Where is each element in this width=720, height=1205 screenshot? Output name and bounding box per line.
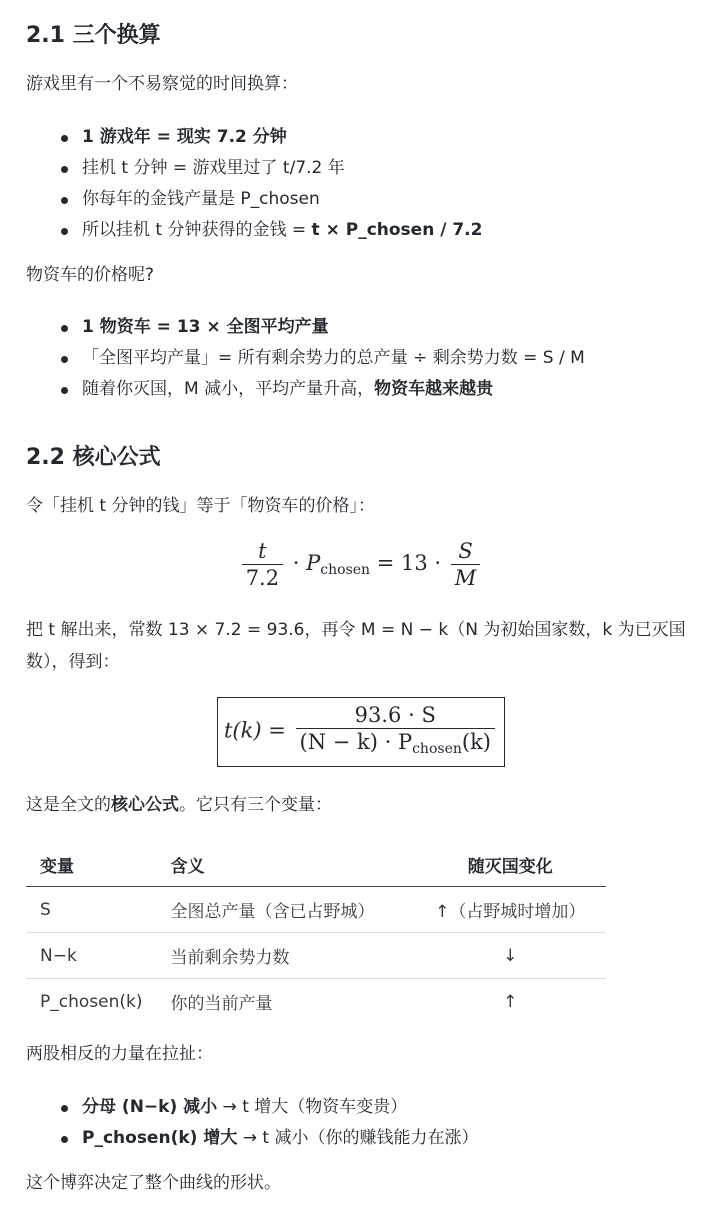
paragraph-question: 物资车的价格呢? xyxy=(26,265,155,285)
section-heading-core-formula: 2.2 核心公式 xyxy=(26,445,161,470)
list-item: 分母 (N−k) 减小 → t 增大（物资车变贵） xyxy=(82,1092,478,1123)
section-heading-conversions: 2.1 三个换算 xyxy=(26,23,161,48)
paragraph-core-note: 这是全文的核心公式。它只有三个变量： xyxy=(26,795,332,815)
fraction-t-over-7-2: $\frac{t}{7.2}$ xyxy=(242,538,283,591)
fraction-core: $\frac{93.6 \cdot S}{(N - k) \cdot P_{chosen}(k)}$ xyxy=(296,702,496,762)
table-cell: 当前剩余势力数 xyxy=(156,933,414,979)
table-row xyxy=(26,979,606,1025)
list-item: 1 物资车 = 13 × 全图平均产量 xyxy=(82,312,585,343)
table-header: 含义 xyxy=(156,842,414,887)
table-header-row xyxy=(26,842,606,887)
paragraph-equation-intro: 令「挂机 t 分钟的钱」等于「物资车的价格」： xyxy=(26,496,375,516)
list-item: 1 游戏年 = 现实 7.2 分钟 xyxy=(82,122,482,153)
paragraph-derivation: 把 t 解出来，常数 13 × 7.2 = 93.6，再令 M = N − k（N 为初始国家数，k 为已灭国数），得到： xyxy=(26,620,686,672)
table-row xyxy=(26,933,606,979)
table-cell: S xyxy=(26,887,156,933)
variables-table xyxy=(26,842,606,1024)
list-item: 随着你灭国，M 减小，平均产量升高，物资车越来越贵 xyxy=(82,374,585,405)
table-cell: 你的当前产量 xyxy=(170,994,273,1014)
table-header: 随灭国变化 xyxy=(414,842,606,887)
list-item: 「全图平均产量」= 所有剩余势力的总产量 ÷ 剩余势力数 = S / M xyxy=(82,343,585,374)
table-cell: P_chosen(k) xyxy=(40,991,143,1012)
table-cell: 全图总产量（含已占野城） xyxy=(156,887,414,933)
bullet-list-truck-price xyxy=(26,312,585,405)
paragraph-forces: 两股相反的力量在拉扯： xyxy=(26,1044,213,1064)
table-header: 变量 xyxy=(26,842,156,887)
paragraph-intro: 游戏里有一个不易察觉的时间换算： xyxy=(26,74,298,94)
formula-core-boxed: t(k) = $\frac{93.6 \cdot S}{(N - k) \cdot P_{chosen}(k)}$ xyxy=(26,697,696,767)
paragraph-conclusion: 这个博弈决定了整个曲线的形状。 xyxy=(26,1173,281,1193)
list-item: P_chosen(k) 增大 → t 减小（你的赚钱能力在涨） xyxy=(82,1123,478,1154)
bullet-list-conversions xyxy=(26,122,482,246)
list-item: 所以挂机 t 分钟获得的金钱 = t × P_chosen / 7.2 xyxy=(82,215,482,246)
table-row xyxy=(26,887,606,933)
bullet-list-forces xyxy=(26,1092,478,1154)
table-cell: ↑ xyxy=(503,991,518,1012)
formula-equation: $\frac{t}{7.2}$ · $P_{chosen} = 13$ · $\frac{S}{M}$ xyxy=(26,538,696,591)
list-item: 你每年的金钱产量是 P_chosen xyxy=(82,184,482,215)
table-cell: ↑（占野城时增加） xyxy=(414,887,606,933)
table-cell: N−k xyxy=(26,933,156,979)
table-cell: ↓ xyxy=(414,933,606,979)
list-item: 挂机 t 分钟 = 游戏里过了 t/7.2 年 xyxy=(82,153,482,184)
fraction-s-over-m: $\frac{S}{M}$ xyxy=(451,538,481,591)
